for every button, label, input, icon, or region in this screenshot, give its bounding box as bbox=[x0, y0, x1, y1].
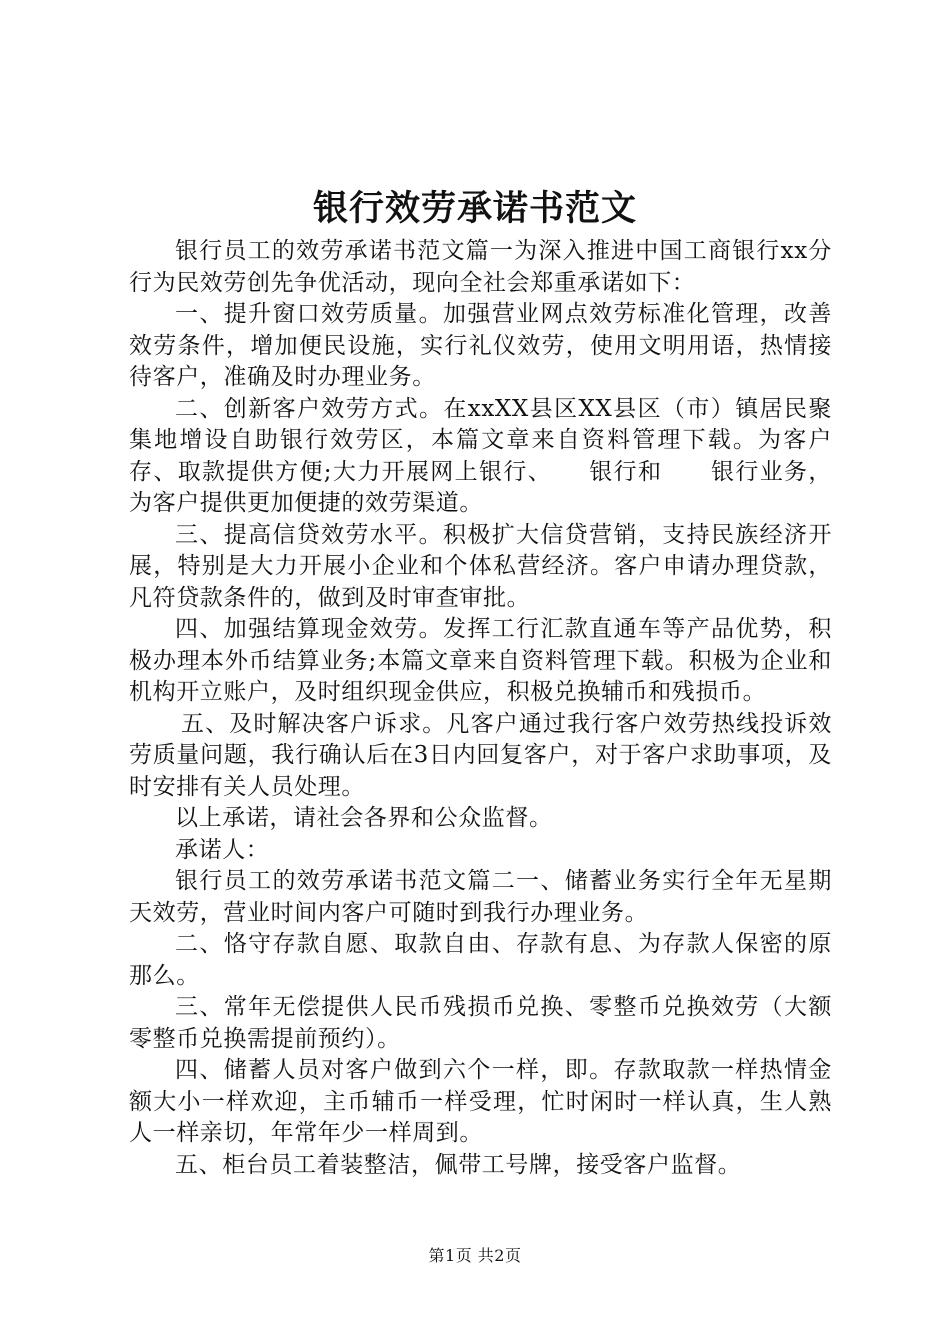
paragraph-item-5: 五、及时解决客户诉求。凡客户通过我行客户效劳热线投诉效劳质量问题，我行确认后在3日内回复客户，对于客户求助事项，及时安排有关人员处理。 bbox=[129, 710, 832, 800]
paragraph-part-two-item-5: 五、柜台员工着装整洁，佩带工号牌，接受客户监督。 bbox=[175, 1151, 742, 1178]
paragraph-part-two-item-4: 四、储蓄人员对客户做到六个一样，即。存款取款一样热情金额大小一样欢迎，主币辅币一样受理，忙时闲时一样认真，生人熟人一样亲切，年常年少一样周到。 bbox=[129, 1057, 832, 1146]
paragraph-item-4: 四、加强结算现金效劳。发挥工行汇款直通车等产品优势，积极办理本外币结算业务;本篇文章来自资料管理下载。积极为企业和机构开立账户，及时组织现金供应，积极兑换辅币和残损币。 bbox=[129, 616, 832, 705]
paragraph-item-3: 三、提高信贷效劳水平。积极扩大信贷营销，支持民族经济开展，特别是大力开展小企业和个体私营经济。客户申请办理贷款，凡符贷款条件的，做到及时审查审批。 bbox=[129, 521, 832, 611]
paragraph-intro: 银行员工的效劳承诺书范文篇一为深入推进中国工商银行xx分行为民效劳创先争优活动，现向全社会郑重承诺如下： bbox=[129, 238, 832, 296]
paragraph-item-2: 二、创新客户效劳方式。在xxXX县区XX县区（市）镇居民聚集地增设自助银行效劳区，本篇文章来自资料管理下载。为客户存、取款提供方便;大力开展网上银行、 银行和 银行业务，为客户提供更加便捷的效劳渠道。 bbox=[129, 395, 832, 516]
paragraph-part-two-item-2: 二、恪守存款自愿、取款自由、存款有息、为存款人保密的原那么。 bbox=[129, 931, 832, 989]
paragraph-item-1: 一、提升窗口效劳质量。加强营业网点效劳标准化管理，改善效劳条件，增加便民设施，实行礼仪效劳，使用文明用语，热情接待客户，准确及时办理业务。 bbox=[129, 301, 832, 390]
document-title: 银行效劳承诺书范文 bbox=[312, 188, 637, 229]
paragraph-part-two-intro: 银行员工的效劳承诺书范文篇二一、储蓄业务实行全年无星期天效劳，营业时间内客户可随时到我行办理业务。 bbox=[129, 868, 832, 926]
paragraph-closing: 以上承诺，请社会各界和公众监督。 bbox=[175, 805, 553, 831]
document-body bbox=[129, 236, 832, 1181]
page-footer: 第1页 共2页 bbox=[428, 1246, 522, 1265]
paragraph-signatory: 承诺人： bbox=[175, 836, 270, 863]
paragraph-part-two-item-3: 三、常年无偿提供人民币残损币兑换、零整币兑换效劳（大额零整币兑换需提前预约）。 bbox=[129, 994, 832, 1052]
